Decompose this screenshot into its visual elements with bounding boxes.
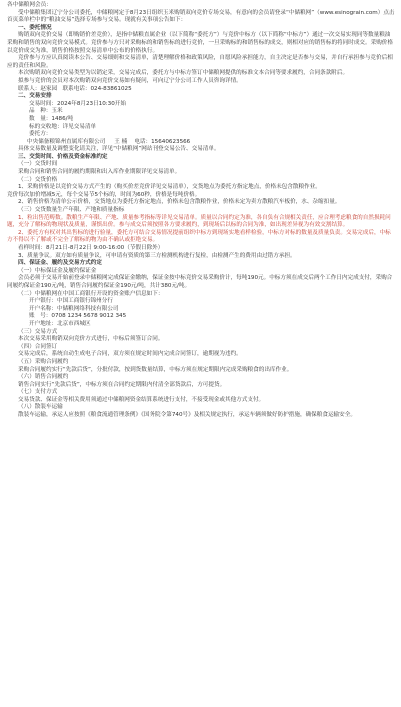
s1-paragraph-4: 拟参与竞价的会员对本次购销双向竞价交易如有疑问，可向辽宁分公司工作人员咨询详情。 [18,77,242,84]
salutation: 各中储粮网会员： [7,2,52,8]
s3-paragraph-red: 2、委托方有权对其出售标的进行验量，委托方可结合交易情况提前组织中标方到现场实地看样检验，中标方对标的数量及质量负责。交易完成后，中标方不得以不了解或不完全了解标的物为由不确认或拒绝交易。 [7,229,391,244]
consignor-name: 中央储备粮锦州直属库有限公司 [27,138,106,145]
consignor-phone: 电话：15640623566 [134,138,191,145]
trade-row [7,101,395,109]
s4-paragraph: 交易货款、保证金等相关费用须通过中储粮网资金结算系统进行支付，不接受现金或其他方式支付。 [18,396,265,403]
s1-paragraph-3: 本次购销双向竞价交易类型为以销定采，交易完成后，委托方与中标方签订中储粮网提供的标准文本合同等要求履约，合同条款附后。 [18,70,349,77]
trade-value: 2024年8月23日10:30开始 [56,100,126,107]
bank-key: 账 号： [29,313,52,320]
trade-row [7,116,395,124]
trade-key: 标的交收地： [29,123,63,130]
bank-key: 开户银行： [29,298,57,305]
section-4-title: 四、保证金、履约及交易方式约定 [18,260,102,267]
section-1-title: 一、委托情况 [18,24,52,31]
bank-info [7,298,395,328]
s4-sub-8: （八）散装车运输 [18,404,63,411]
s2-paragraph: 具体交易数量及调整变化请关注，详见“中储粮网”网站刊登交易公告、交易清单。 [18,146,220,153]
consignor-person: 王 楠 [114,138,128,145]
trade-info [7,101,395,139]
bank-row [7,313,395,321]
s3-sub-2: （二）交货价格 [18,176,58,183]
contact-phone: 联系电话：024-83861025 [62,85,132,92]
trade-key: 交易时间： [29,100,57,107]
intro-paragraph: 受中储粮集团辽宁分公司委托，中储粮网定于8月23日组织玉米购销双向竞价专场交易，有意向的会员请登录“中储粮网”（www.esinograin.com）点击首页菜单栏中的“粮油交易”选择专场参与交易。现就有关事项公告如下： [7,9,395,24]
s3-paragraph: 3、质量争议。双方如有质量争议，可申请有资质的第三方检测机构进行复检，由检测产生的费用由过错方承担。 [18,252,296,259]
trade-value: 玉米 [51,108,63,115]
s3-paragraph: 1、采购价格是以竞价交易方式产生的（购买价差竞价详见交易清单），交货地点为委托方指定地点，价格未包含散粮作业。 [18,184,321,191]
trade-row [7,131,395,139]
s4-sub-1: （一）中标保证金及履约保证金 [18,267,97,274]
section-3-title: 三、交货时间、价格及资金标准约定 [18,153,108,160]
s3-paragraph: 竞价每次加价增减5元，每个交易节5个标的，时间为60秒，价格是每吨价格。 [7,191,201,198]
bank-key: 开户地址： [29,320,57,327]
s4-sub-2: （二）中储粮网在中国工商银行开设的资金账户信息如下： [18,290,164,297]
s4-sub-5: （五）采购合同履约 [18,358,69,365]
bank-value: 0708 1234 5678 9012 345 [51,313,127,320]
s3-paragraph: 2、销售价格为清单公示价格，交货地点为委托方指定地点，价格未包含散粮作业，价格未定为卖方散粮汽车板价，水、杂缩扣量。 [18,199,341,206]
bank-key: 开户名称： [29,305,57,312]
s3-sub-3: （三）交货数量生产年限、产地和质量指标 [18,207,125,214]
trade-key: 数 量： [29,115,52,122]
trade-value: 详见交易清单 [62,123,97,130]
s4-paragraph: 散装车运输，承运人应按照《粮食流通管理条例》《国务院令第740号》及相关规定执行，承运车辆须做好防护措施，确保粮食运输安全。 [18,412,356,419]
trade-row [7,108,395,116]
section-2-title: 二、交易安排 [18,93,52,100]
s1-paragraph-1: 购销双向竞价交易（即购销价差竞价），是指中储粮直属企业（以下简称“委托方”）与竞价中标方（以下简称“中标方”）通过一次交易实现同等数量粮油采购和销售的双向竞价交易模式。竞价参与方只对采购标的和销售标的进行竞价，一旦采购标的和销售标的成交，则相对应的销售标的将同时成交。采购价格以竞价成交为准，销售价格按照交易清单中公布的价格执行。 [7,32,393,54]
trade-key: 品 种： [29,108,52,115]
bank-row [7,298,395,306]
trade-value: 1486/吨 [51,115,74,122]
contact-line [7,86,395,94]
bank-value: 中储粮网络科技有限公司 [56,305,119,312]
s1-paragraph-2: 竞价参与方应认真阅读本公告、交易细则和交易清单，清楚理解价格和政策风险，自愿风险承担能力，自主决定是否参与交易，并自行承担参与竞价后相应的责任和风险。 [7,55,393,69]
s4-sub-3: （三）交易方式 [18,328,58,335]
s4-paragraph: 交易完成后，系统自动生成电子合同，双方须在规定时间内完成合同签订，逾期视为违约。 [18,351,242,358]
s4-paragraph: 本次交易采用购销双向竞价方式进行，中标后须签订合同。 [18,336,164,343]
bank-value: 中国工商银行锦州分行 [56,298,113,305]
s4-sub-4: （四）合同签订 [18,343,58,350]
trade-row [7,124,395,132]
s4-sub-7: （七）支付方式 [18,389,58,396]
trade-key: 委托方： [29,131,52,138]
s4-paragraph: 销售合同实行“先款后货”，中标方须在合同约定期限内付清全部货款后，方可提货。 [18,381,226,388]
viewing-time: 看样时间：8月21日-8月22日 9:00-16:00（节假日除外） [18,245,164,251]
bank-value: 北京市西城区 [56,320,91,327]
s4-sub-6: （六）销售合同履约 [18,374,69,381]
bank-row [7,321,395,329]
s4-paragraph: 采购合同履约实行“先款后货”，分批付款，按到货数量结算，中标方须在规定期限内完成采购粮食的出库作业。 [18,366,293,373]
s3-paragraph-red: 1、粒出售范畴数。散粮生产年限、产地、质量参考指标等详见交易清单。质量以合同约定为准，各自负有合规相关责任，应合理考虑粮食的自然损耗问题，充分了解标的物现状及质量，谨慎出价。参与成交后须按照各方要求履约，到现场后以标的合同为准，如出现差异视为有效交割结算。 [7,214,391,229]
s3-sub-1: （一）交货时间 [18,161,58,168]
s3-paragraph: 采购合同和销售合同的履约期限和出入库作业期限详见交易清单。 [18,169,181,176]
s4-paragraph: 会员必须于交易开始前登录中储粮网完成保证金缴纳，保证金按中标竞价交易采购价计，每吨190元。中标方须在成交后两个工作日内完成支付，采购合同履约保证金190元/吨，销售合同履约保证金190元/吨，共计380元/吨。 [7,275,393,289]
contact-person: 联系人：赵家园 [18,85,58,92]
